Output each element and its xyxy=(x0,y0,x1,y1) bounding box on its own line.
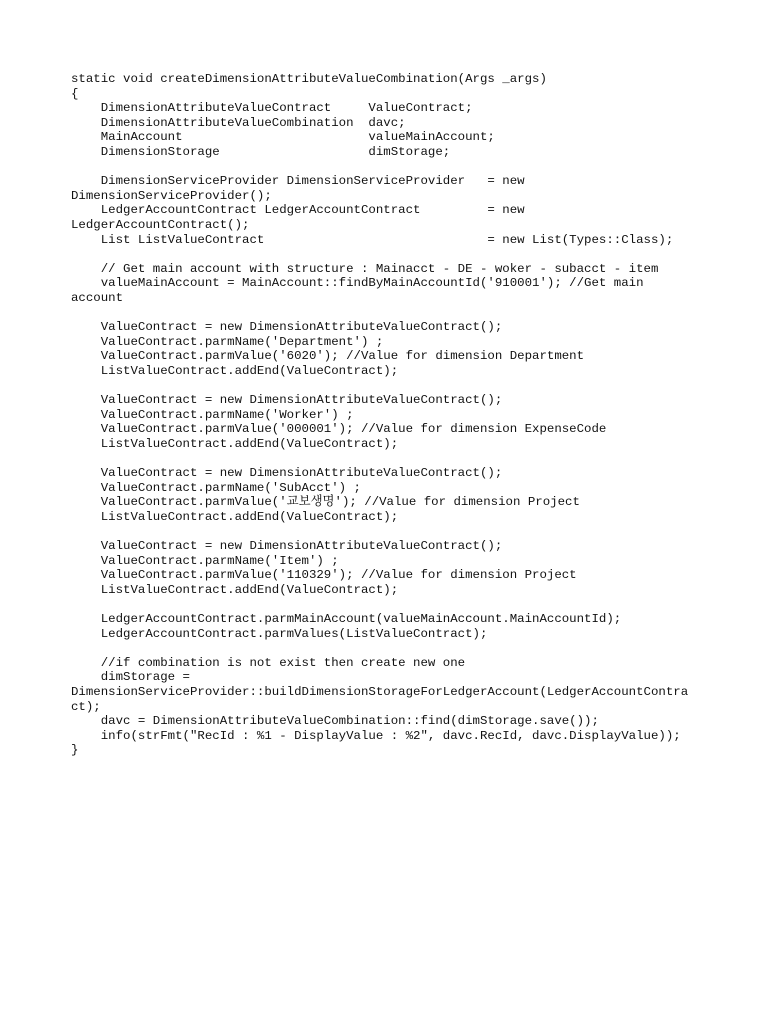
code-line: ListValueContract.addEnd(ValueContract); xyxy=(71,509,399,524)
code-listing xyxy=(71,72,711,758)
code-line: DimensionAttributeValueContract ValueContract; xyxy=(71,101,473,116)
code-line: List ListValueContract = new List(Types::Class); xyxy=(71,232,674,247)
blank-line xyxy=(71,306,711,321)
code-line: ListValueContract.addEnd(ValueContract); xyxy=(71,582,399,597)
code-line: ValueContract = new DimensionAttributeValueContract(); xyxy=(71,320,503,335)
code-line: LedgerAccountContract LedgerAccountContract = new xyxy=(71,203,525,218)
code-line: DimensionServiceProvider DimensionServiceProvider = new xyxy=(71,174,525,189)
code-line: valueMainAccount = MainAccount::findByMainAccountId('910001'); //Get main xyxy=(71,276,644,291)
code-line: ValueContract.parmValue('교보생명'); //Value for dimension Project xyxy=(71,495,580,510)
code-line: LedgerAccountContract.parmMainAccount(valueMainAccount.MainAccountId); xyxy=(71,611,622,626)
blank-line xyxy=(71,597,711,612)
code-line: info(strFmt("RecId : %1 - DisplayValue : %2", davc.RecId, davc.DisplayValue)); xyxy=(71,728,681,743)
open-brace: { xyxy=(71,86,79,101)
code-line: ValueContract.parmValue('110329'); //Value for dimension Project xyxy=(71,568,577,583)
code-line: ct); xyxy=(71,699,101,714)
blank-line xyxy=(71,247,711,262)
code-line: MainAccount valueMainAccount; xyxy=(71,130,495,145)
code-line: account xyxy=(71,290,124,305)
blank-line xyxy=(71,451,711,466)
code-line: dimStorage = xyxy=(71,670,190,685)
code-line: DimensionAttributeValueCombination davc; xyxy=(71,115,406,130)
code-line: DimensionStorage dimStorage; xyxy=(71,144,451,159)
code-line: ValueContract = new DimensionAttributeValueContract(); xyxy=(71,393,503,408)
method-signature: static void createDimensionAttributeValueCombination(Args _args) xyxy=(71,72,547,86)
blank-line xyxy=(71,524,711,539)
code-comment: // Get main account with structure : Mainacct - DE - woker - subacct - item xyxy=(71,261,659,276)
code-line: davc = DimensionAttributeValueCombination::find(dimStorage.save()); xyxy=(71,714,599,729)
code-line: ValueContract.parmName('Department') ; xyxy=(71,334,384,349)
code-line: DimensionServiceProvider(); xyxy=(71,188,272,203)
code-line: ValueContract = new DimensionAttributeValueContract(); xyxy=(71,466,503,481)
code-line: ValueContract = new DimensionAttributeValueContract(); xyxy=(71,539,503,553)
code-line: ValueContract.parmName('SubAcct') ; xyxy=(71,480,361,495)
code-line: LedgerAccountContract.parmValues(ListValueContract); xyxy=(71,626,488,641)
code-line: ValueContract.parmName('Worker') ; xyxy=(71,407,354,422)
code-line: ValueContract.parmName('Item') ; xyxy=(71,553,339,568)
code-line: ListValueContract.addEnd(ValueContract); xyxy=(71,436,399,451)
close-brace: } xyxy=(71,743,79,758)
code-comment: //if combination is not exist then create new one xyxy=(71,655,466,670)
code-line: DimensionServiceProvider::buildDimensionStorageForLedgerAccount(LedgerAccountContra xyxy=(71,684,689,699)
code-line: LedgerAccountContract(); xyxy=(71,217,250,232)
blank-line xyxy=(71,378,711,393)
code-line: ValueContract.parmValue('000001'); //Value for dimension ExpenseCode xyxy=(71,422,607,437)
blank-line xyxy=(71,160,711,175)
blank-line xyxy=(71,641,711,656)
code-line: ValueContract.parmValue('6020'); //Value for dimension Department xyxy=(71,349,585,364)
code-line: ListValueContract.addEnd(ValueContract); xyxy=(71,363,399,378)
